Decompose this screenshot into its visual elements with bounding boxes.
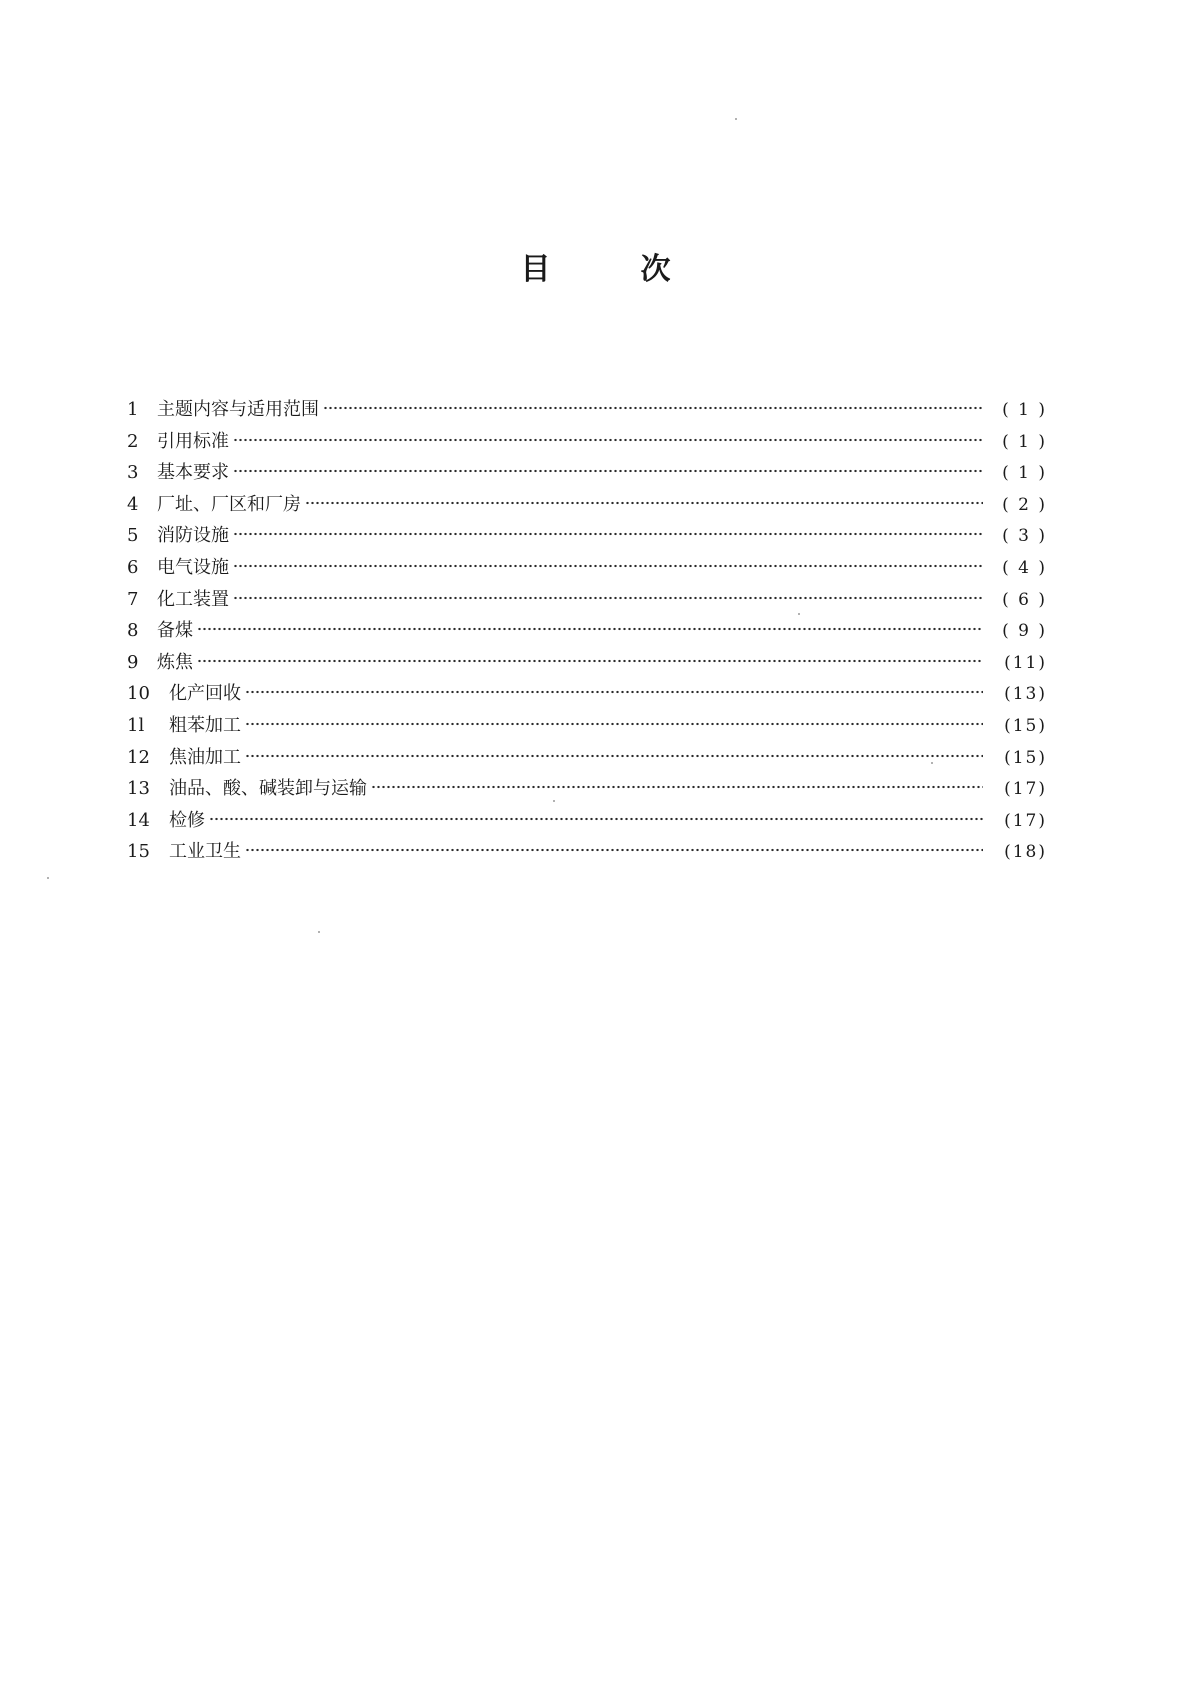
toc-page-number: (17): [1004, 810, 1047, 831]
page-title: [0, 244, 1191, 288]
toc-leader-dots: [197, 658, 983, 664]
toc-entry-1[interactable]: [127, 394, 1047, 426]
toc-title: 油品、酸、碱装卸与运输: [169, 778, 367, 800]
toc-number: 1l: [127, 714, 145, 736]
toc-entry-8[interactable]: [127, 615, 1047, 647]
scan-speck: [318, 931, 320, 933]
toc-title: 备煤: [157, 620, 193, 642]
toc-entry-15[interactable]: [127, 836, 1047, 868]
toc-title: 消防设施: [157, 525, 229, 547]
toc-leader-dots: [305, 500, 983, 506]
toc-page-number: ( 1 ): [1002, 463, 1047, 484]
toc-number: 15: [127, 841, 150, 863]
toc-entry-9[interactable]: [127, 647, 1047, 679]
toc-leader-dots: [245, 721, 983, 727]
toc-title: 焦油加工: [169, 746, 241, 768]
toc-number: 10: [127, 683, 150, 705]
toc-number: 9: [127, 651, 139, 673]
toc-number: 3: [127, 462, 139, 484]
toc-number: 6: [127, 556, 139, 578]
scan-speck: [798, 613, 800, 615]
toc-title: 电气设施: [157, 556, 229, 578]
toc-title: 化工装置: [157, 588, 229, 610]
toc-leader-dots: [245, 689, 983, 695]
toc-entry-12[interactable]: [127, 742, 1047, 774]
toc-number: 14: [127, 809, 150, 831]
toc-leader-dots: [233, 531, 983, 537]
toc-page-number: ( 6 ): [1002, 589, 1047, 610]
toc-leader-dots: [233, 468, 983, 474]
toc-title: 检修: [169, 809, 205, 831]
title-char-right: 次: [640, 252, 671, 287]
toc-entry-10[interactable]: [127, 678, 1047, 710]
toc-page-number: ( 2 ): [1002, 494, 1047, 515]
scan-speck: [47, 877, 49, 879]
toc-title: 主题内容与适用范围: [157, 399, 319, 420]
title-char-left: 目: [520, 252, 551, 287]
toc-entry-5[interactable]: [127, 520, 1047, 552]
toc-page-number: (11): [1004, 652, 1047, 673]
toc-entry-6[interactable]: [127, 552, 1047, 584]
scan-speck: [931, 762, 933, 764]
toc-leader-dots: [233, 595, 983, 601]
toc-page-number: ( 1 ): [1002, 400, 1047, 420]
toc-entry-4[interactable]: [127, 489, 1047, 521]
toc-page-number: ( 9 ): [1002, 621, 1047, 642]
toc-title: 工业卫生: [169, 841, 241, 863]
toc-number: 1: [127, 399, 139, 420]
toc-title: 引用标准: [157, 430, 229, 452]
toc-entry-2[interactable]: [127, 426, 1047, 458]
toc-entry-11[interactable]: [127, 710, 1047, 742]
toc-leader-dots: [371, 784, 983, 790]
toc-number: 5: [127, 525, 139, 547]
toc-page-number: (17): [1004, 779, 1047, 800]
toc-page-number: (13): [1004, 684, 1047, 705]
toc-leader-dots: [245, 847, 983, 853]
toc-page-number: (15): [1004, 747, 1047, 768]
toc-title: 基本要求: [157, 462, 229, 484]
toc-page-number: ( 4 ): [1002, 557, 1047, 578]
toc-entry-14[interactable]: [127, 805, 1047, 837]
toc-page-number: (15): [1004, 715, 1047, 736]
toc-leader-dots: [233, 437, 983, 443]
toc-number: 7: [127, 588, 139, 610]
toc-number: 12: [127, 746, 150, 768]
toc-leader-dots: [233, 563, 983, 569]
toc-title: 化产回收: [169, 683, 241, 705]
toc-number: 8: [127, 620, 139, 642]
toc-leader-dots: [197, 626, 983, 632]
toc-page-number: ( 3 ): [1002, 526, 1047, 547]
toc-leader-dots: [323, 405, 983, 411]
toc-title: 炼焦: [157, 651, 193, 673]
toc-entry-3[interactable]: [127, 457, 1047, 489]
toc-page-number: (18): [1004, 842, 1047, 863]
scan-speck: [735, 118, 737, 120]
toc-number: 4: [127, 493, 139, 515]
toc-leader-dots: [209, 816, 983, 822]
toc-number: 13: [127, 778, 150, 800]
toc-entry-7[interactable]: [127, 584, 1047, 616]
toc-entry-13[interactable]: [127, 773, 1047, 805]
table-of-contents: [127, 394, 1047, 868]
toc-title: 粗苯加工: [169, 714, 241, 736]
toc-number: 2: [127, 430, 139, 452]
scan-speck: [553, 800, 555, 802]
toc-title: 厂址、厂区和厂房: [157, 493, 301, 515]
toc-page-number: ( 1 ): [1002, 431, 1047, 452]
toc-leader-dots: [245, 753, 983, 759]
